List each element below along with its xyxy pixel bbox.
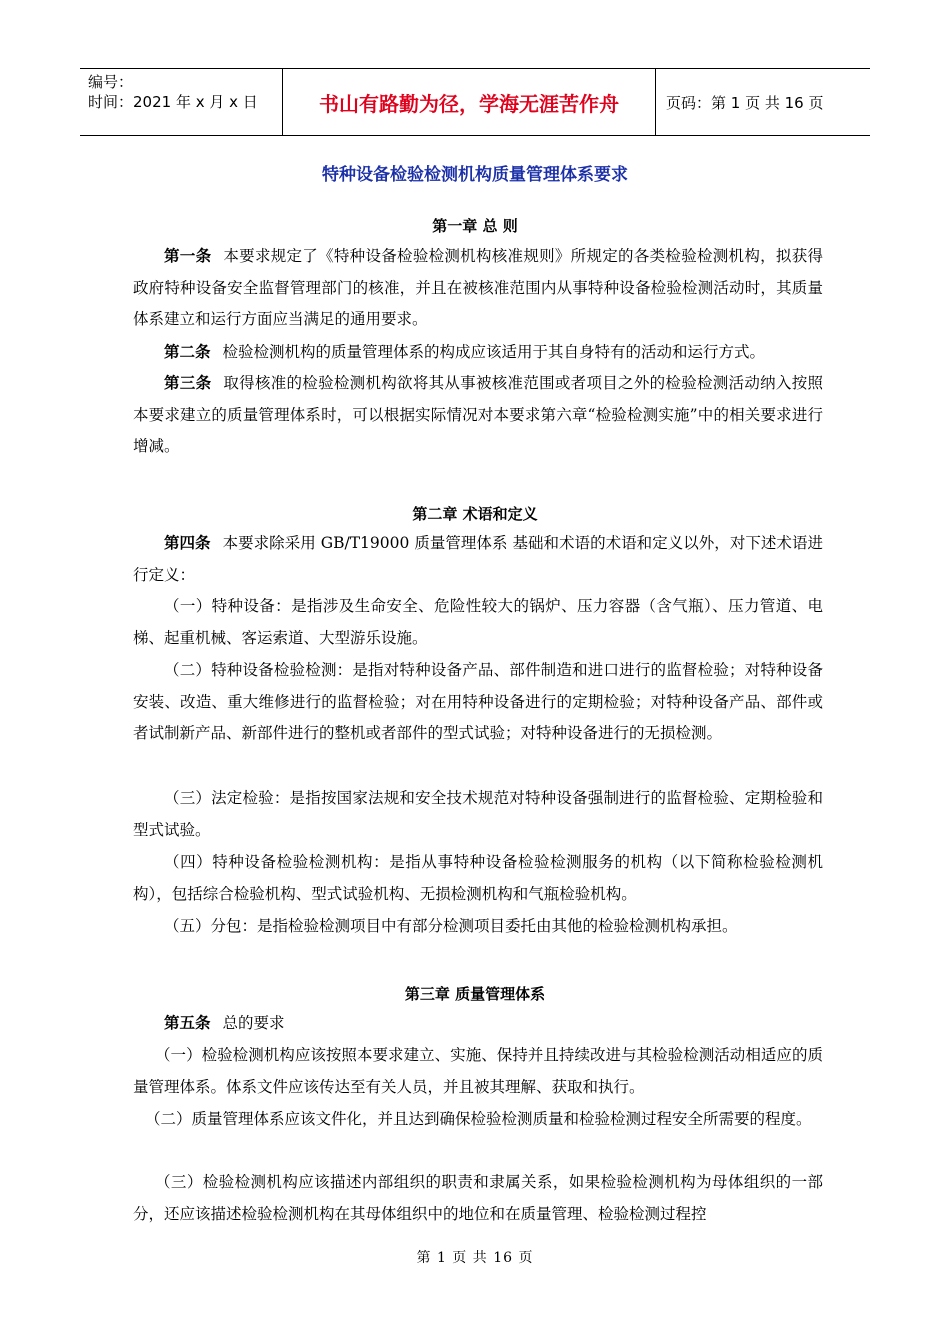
page-footer: 第 1 页 共 16 页 — [416, 1250, 534, 1266]
requirement-2: （二）质量管理体系应该文件化，并且达到确保检验检测质量和检验检测过程安全所需要的程度。 — [145, 1110, 812, 1128]
chapter-1-heading: 第一章 总 则 — [432, 217, 518, 235]
article-1 — [133, 241, 823, 336]
time-label: 时间：2021 年 x 月 x 日 — [88, 93, 258, 111]
chapter-2-heading: 第二章 术语和定义 — [412, 505, 538, 523]
article-2 — [133, 337, 823, 369]
article-3-label: 第三条 — [164, 374, 212, 392]
requirement-1: （一）检验检测机构应该按照本要求建立、实施、保持并且持续改进与其检验检测活动相适应的质量管理体系。体系文件应该传达至有关人员，并且被其理解、获取和执行。 — [133, 1046, 823, 1096]
definition-1: （一）特种设备：是指涉及生命安全、危险性较大的锅炉、压力容器（含气瓶）、压力管道、电梯、起重机械、客运索道、大型游乐设施。 — [133, 597, 823, 647]
header-page-info: 页码：第 1 页 共 16 页 — [666, 93, 824, 112]
article-2-text: 检验检测机构的质量管理体系的构成应该适用于其自身特有的活动和运行方式。 — [222, 343, 766, 361]
number-label: 编号： — [88, 73, 134, 91]
article-5-text: 总的要求 — [222, 1014, 285, 1032]
article-4 — [133, 528, 823, 591]
chapter-3-heading: 第三章 质量管理体系 — [404, 985, 546, 1003]
article-1-label: 第一条 — [164, 247, 212, 265]
article-2-label: 第二条 — [164, 343, 211, 361]
definition-3: （三）法定检验：是指按国家法规和安全技术规范对特种设备强制进行的监督检验、定期检验和型式试验。 — [133, 789, 823, 839]
article-4-label: 第四条 — [164, 534, 211, 552]
page-header — [80, 68, 870, 136]
requirement-3: （三）检验检测机构应该描述内部组织的职责和隶属关系，如果检验检测机构为母体组织的一部分，还应该描述检验检测机构在其母体组织中的地位和在质量管理、检验检测过程控 — [133, 1173, 823, 1223]
article-5-label: 第五条 — [164, 1014, 211, 1032]
document-title: 特种设备检验检测机构质量管理体系要求 — [322, 165, 628, 185]
header-info — [80, 69, 282, 135]
header-motto: 书山有路勤为径，学海无涯苦作舟 — [282, 69, 656, 135]
article-4-text: 本要求除采用 GB/T19000 质量管理体系 基础和术语的术语和定义以外，对下述术语进行定义： — [133, 534, 823, 584]
definition-4: （四）特种设备检验检测机构：是指从事特种设备检验检测服务的机构（以下简称检验检测机构），包括综合检验机构、型式试验机构、无损检测机构和气瓶检验机构。 — [133, 853, 823, 903]
article-3 — [133, 368, 823, 463]
article-3-text: 取得核准的检验检测机构欲将其从事被核准范围或者项目之外的检验检测活动纳入按照本要求建立的质量管理体系时，可以根据实际情况对本要求第六章“检验检测实施”中的相关要求进行增减。 — [133, 374, 823, 455]
definition-5: （五）分包：是指检验检测项目中有部分检测项目委托由其他的检验检测机构承担。 — [164, 917, 738, 935]
article-1-text: 本要求规定了《特种设备检验检测机构核准规则》所规定的各类检验检测机构，拟获得政府特种设备安全监督管理部门的核准，并且在被核准范围内从事特种设备检验检测活动时，其质量体系建立和运行方面应当满足的通用要求。 — [133, 247, 823, 328]
article-5 — [133, 1008, 823, 1040]
definition-2: （二）特种设备检验检测：是指对特种设备产品、部件制造和进口进行的监督检验；对特种设备安装、改造、重大维修进行的监督检验；对在用特种设备进行的定期检验；对特种设备产品、部件或者试制新产品、新部件进行的整机或者部件的型式试验；对特种设备进行的无损检测。 — [133, 661, 823, 742]
